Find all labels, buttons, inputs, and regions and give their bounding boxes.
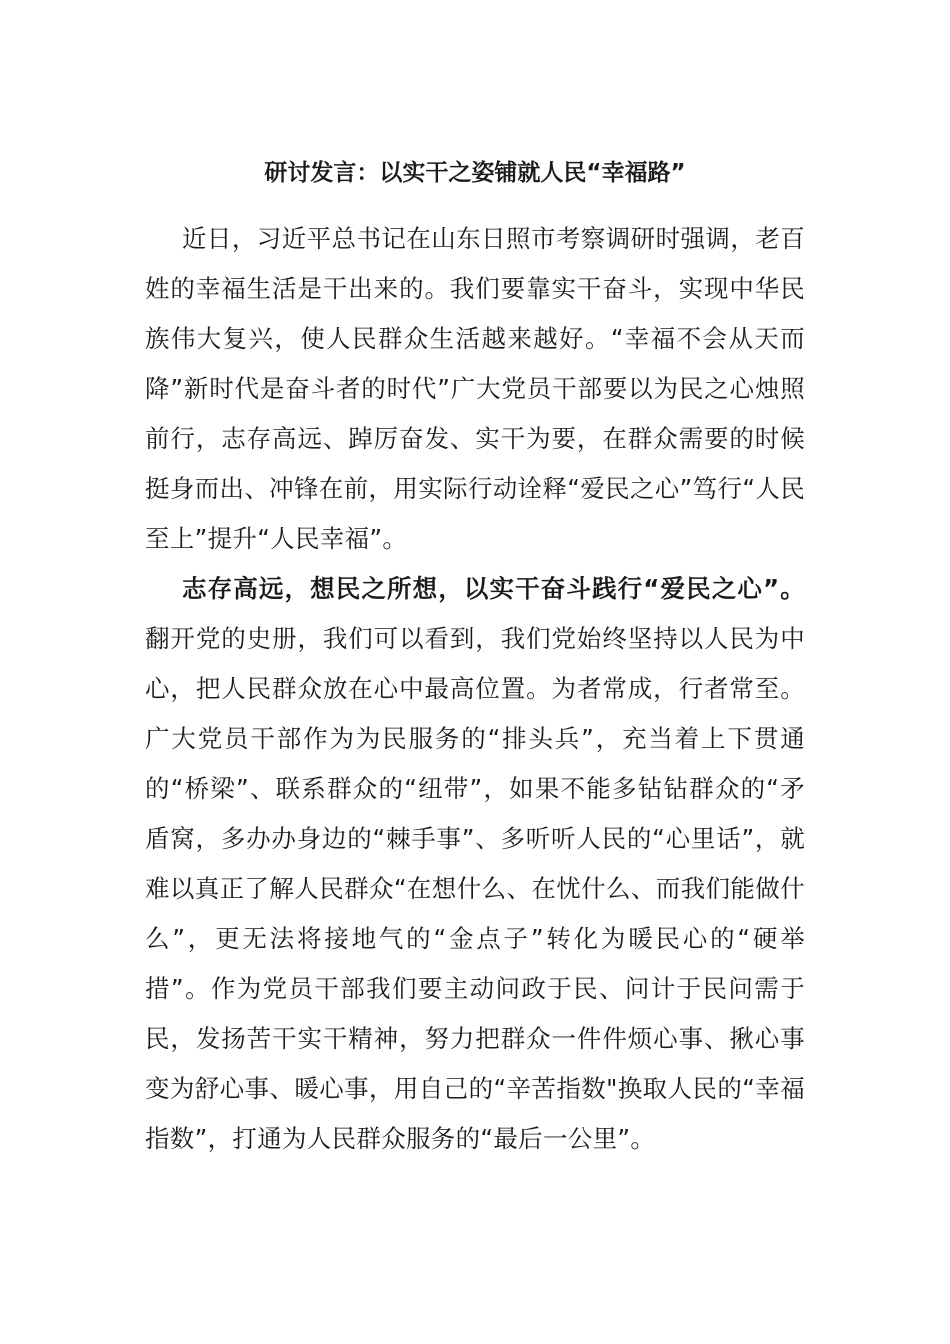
paragraph-2-lead: 志存高远，想民之所想，以实干奋斗践行“爱民之心”。: [182, 574, 805, 603]
paragraph-1-text: 近日，习近平总书记在山东日照市考察调研时强调，老百姓的幸福生活是干出来的。我们要靠实干奋斗，实现中华民族伟大复兴，使人民群众生活越来越好。“幸福不会从天而降”新时代是奋斗者的时代”广大党员干部要以为民之心烛照前行，志存高远、踔厉奋发、实干为要，在群众需要的时候挺身而出、冲锋在前，用实际行动诠释“爱民之心”笃行“人民至上”提升“人民幸福”。: [145, 224, 805, 553]
document-title: 研讨发言：以实干之姿铺就人民“幸福路”: [264, 160, 686, 186]
paragraph-1: [145, 214, 805, 564]
document-body: [145, 214, 805, 1164]
paragraph-2: [145, 564, 805, 1164]
paragraph-2-text: 翻开党的史册，我们可以看到，我们党始终坚持以人民为中心，把人民群众放在心中最高位置。为者常成，行者常至。广大党员干部作为为民服务的“排头兵”，充当着上下贯通的“桥梁”、联系群众的“纽带”，如果不能多钻钻群众的“矛盾窝，多办办身边的“棘手事”、多听听人民的“心里话”，就难以真正了解人民群众“在想什么、在忧什么、而我们能做什么”，更无法将接地气的“金点子”转化为暖民心的“硬举措”。作为党员干部我们要主动问政于民、问计于民问需于民，发扬苦干实干精神，努力把群众一件件烦心事、揪心事变为舒心事、暖心事，用自己的“辛苦指数"换取人民的“幸福指数”，打通为人民群众服务的“最后一公里”。: [145, 624, 805, 1153]
